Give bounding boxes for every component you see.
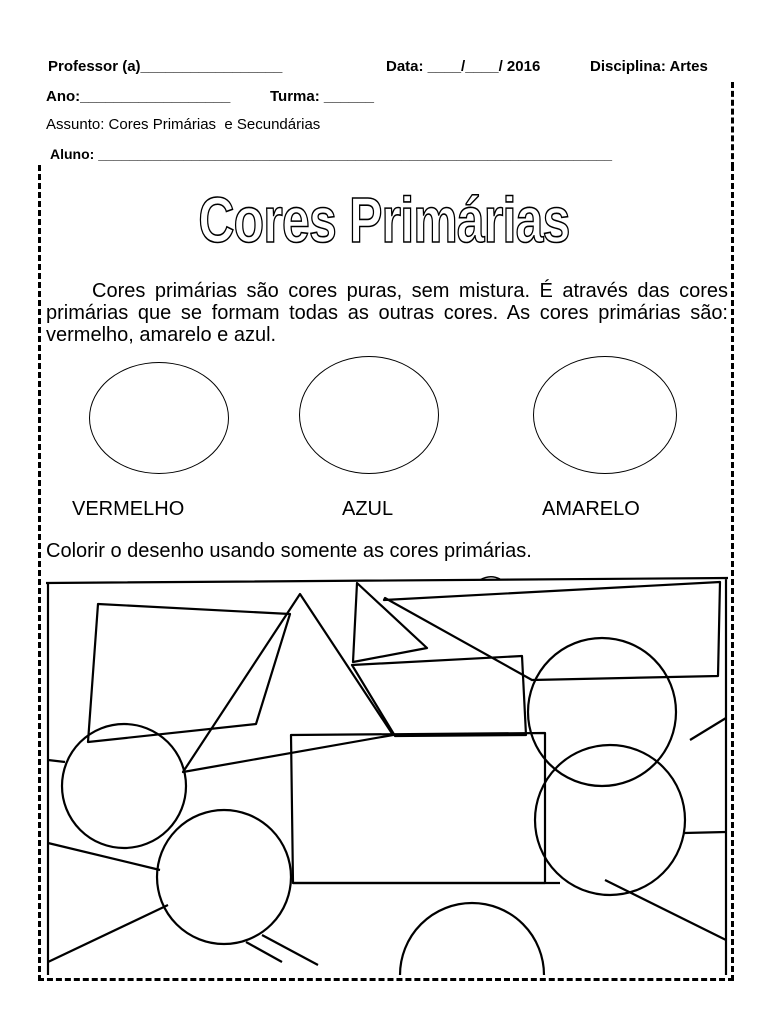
right-top-circle (528, 638, 676, 786)
line-bottom-diag-2 (246, 942, 282, 962)
student-field: Aluno: __________________________________________________________________ (50, 146, 613, 162)
small-triangle (353, 583, 427, 662)
top-right-rectangle (384, 582, 720, 680)
date-field: Data: ____/____/ 2016 (386, 58, 541, 75)
page-title: Cores Primárias (198, 184, 570, 256)
right-bottom-circle (535, 745, 685, 895)
line-left-lower (48, 843, 160, 870)
line-bottom-left (48, 905, 168, 962)
bottom-left-circle (157, 810, 291, 944)
professor-field: Professor (a)_________________ (48, 58, 283, 75)
class-field: Turma: ______ (270, 88, 374, 105)
line-right-2 (684, 832, 726, 833)
line-left-edge (48, 760, 65, 762)
line-right-1 (690, 718, 726, 740)
line-bottom-diag-1 (262, 935, 318, 965)
label-yellow: AMARELO (542, 498, 640, 520)
label-red: VERMELHO (72, 498, 185, 520)
bottom-center-circle (400, 903, 544, 975)
middle-rectangle (352, 656, 526, 736)
line-right-3 (605, 880, 726, 940)
label-blue: AZUL (342, 498, 394, 520)
left-tilted-rectangle (88, 604, 290, 742)
left-circle (62, 724, 186, 848)
subject-discipline: Disciplina: Artes (590, 58, 708, 75)
topic-line: Assunto: Cores Primárias e Secundárias (46, 116, 321, 133)
intro-paragraph: Cores primárias são cores puras, sem mistura. É através das cores primárias que se formam todas as outras cores. As cores primárias são: vermelho, amarelo e azul. (46, 280, 728, 346)
front-rectangle (291, 733, 545, 883)
year-field: Ano:__________________ (46, 88, 231, 105)
coloring-instruction: Colorir o desenho usando somente as cores primárias. (46, 540, 532, 562)
